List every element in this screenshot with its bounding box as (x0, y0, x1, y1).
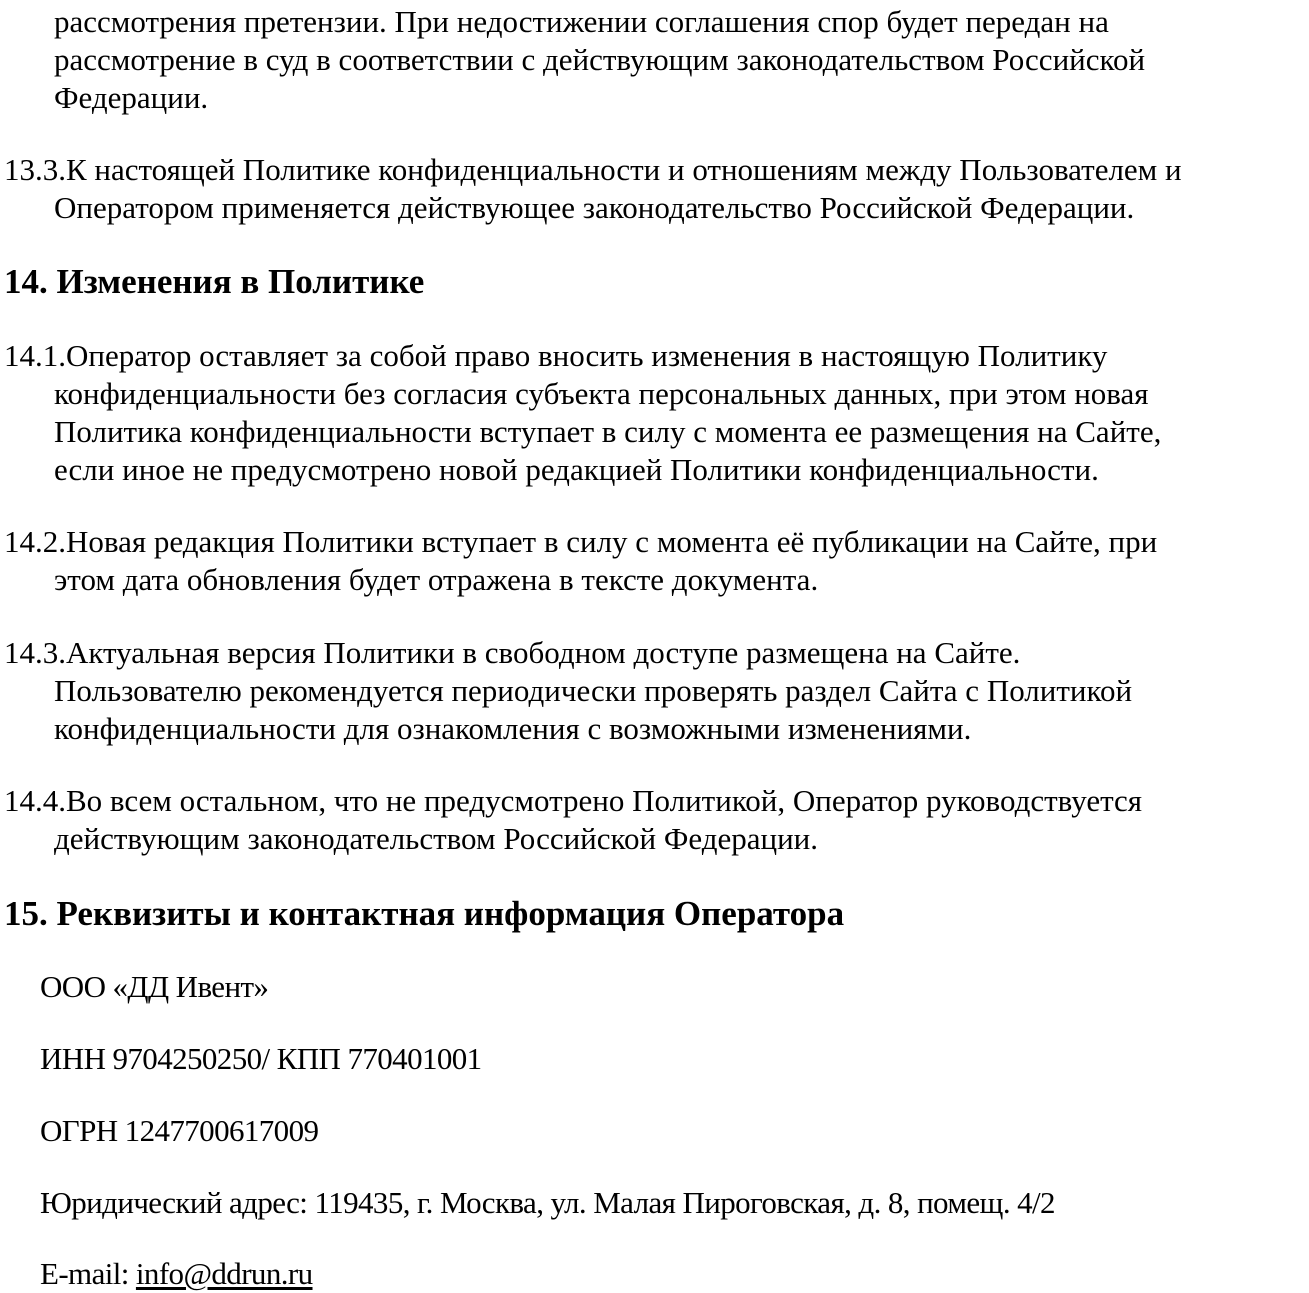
clause-first-line (4, 634, 1294, 672)
clause-number: 14.4. (4, 783, 66, 818)
clause-13-3 (4, 151, 1294, 227)
clause-first-line (4, 782, 1294, 820)
clause-14-2 (4, 523, 1294, 599)
clause-number: 13.3. (4, 152, 66, 187)
text-line: действующим законодательством Российской Федерации. (54, 821, 819, 856)
text-line: Пользователю рекомендуется периодически проверять раздел Сайта с Политикой (54, 673, 1133, 708)
text-line: конфиденциальности без согласия субъекта персональных данных, при этом новая (54, 376, 1149, 411)
company-name: ООО «ДД Ивент» (40, 969, 269, 1004)
intro-paragraph (4, 3, 1294, 117)
ogrn: ОГРН 1247700617009 (40, 1113, 319, 1148)
clause-14-4 (4, 782, 1294, 858)
text-line: рассмотрения претензии. При недостижении соглашения спор будет передан на (54, 4, 1109, 39)
section-14-heading: 14. Изменения в Политике (4, 262, 425, 301)
email-link[interactable]: info@ddrun.ru (135, 1256, 313, 1291)
text-line: конфиденциальности для ознакомления с возможными изменениями. (54, 711, 972, 746)
clause-text: Оператор оставляет за собой право вносить изменения в настоящую Политику (66, 338, 1108, 373)
clause-number: 14.2. (4, 524, 66, 559)
legal-address: Юридический адрес: 119435, г. Москва, ул. Малая Пироговская, д. 8, помещ. 4/2 (40, 1185, 1055, 1220)
text-line: Политика конфиденциальности вступает в силу с момента ее размещения на Сайте, (54, 414, 1162, 449)
text-line: этом дата обновления будет отражена в тексте документа. (54, 562, 819, 597)
clause-first-line (4, 523, 1294, 561)
clause-first-line (4, 337, 1294, 375)
clause-text: Новая редакция Политики вступает в силу с момента её публикации на Сайте, при (66, 524, 1158, 559)
clause-text: Во всем остальном, что не предусмотрено Политикой, Оператор руководствуется (66, 783, 1143, 818)
inn-kpp: ИНН 9704250250/ КПП 770401001 (40, 1041, 482, 1076)
section-15-heading: 15. Реквизиты и контактная информация Оператора (4, 894, 845, 933)
clause-14-1 (4, 337, 1294, 489)
text-line: Федерации. (54, 80, 209, 115)
clause-first-line (4, 151, 1294, 189)
clause-text: К настоящей Политике конфиденциальности и отношениям между Пользователем и (66, 152, 1182, 187)
text-line: если иное не предусмотрено новой редакцией Политики конфиденциальности. (54, 452, 1099, 487)
text-line: Оператором применяется действующее законодательство Российской Федерации. (54, 190, 1135, 225)
email-line (40, 1255, 313, 1293)
clause-14-3 (4, 634, 1294, 748)
clause-text: Актуальная версия Политики в свободном доступе размещена на Сайте. (66, 635, 1021, 670)
email-label: E-mail: (40, 1256, 136, 1291)
clause-number: 14.3. (4, 635, 66, 670)
text-line: рассмотрение в суд в соответствии с действующим законодательством Российской (54, 42, 1146, 77)
clause-number: 14.1. (4, 338, 66, 373)
